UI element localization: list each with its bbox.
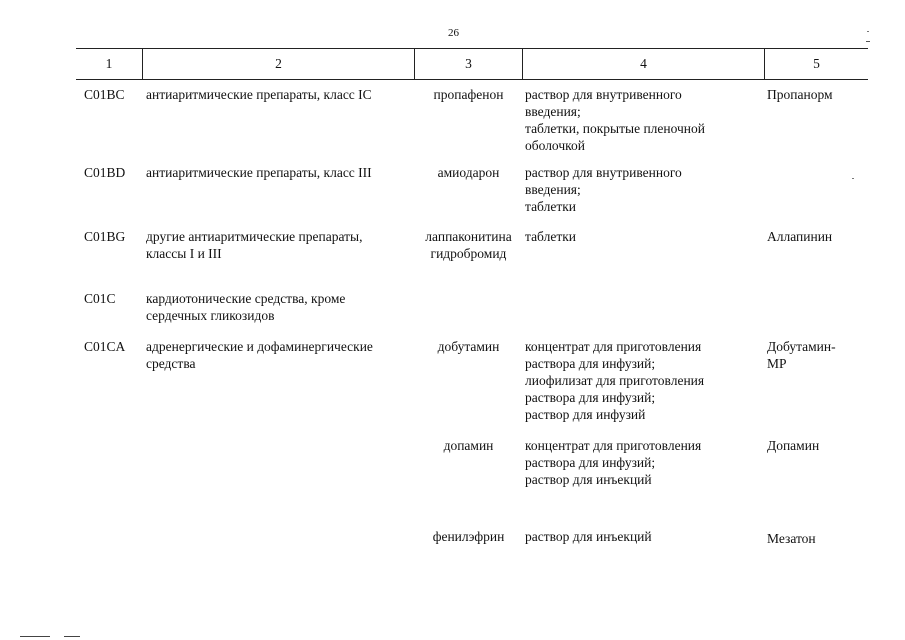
cell-line: гидробромид	[430, 246, 507, 261]
cell-inn	[415, 528, 522, 545]
cell-group	[146, 290, 414, 324]
cell-trade	[767, 437, 867, 454]
cell-group	[146, 338, 414, 372]
cell-group	[146, 86, 414, 103]
cell-inn	[415, 164, 522, 181]
cell-inn	[415, 338, 522, 355]
cell-group	[146, 228, 414, 262]
header-cell-1: 1	[105, 56, 113, 71]
cell-line: раствор для инъекций	[525, 472, 652, 487]
cell-line: классы I и III	[146, 246, 222, 261]
cell-trade	[767, 86, 867, 103]
cell-line: C01BC	[84, 87, 125, 102]
cell-line: введения;	[525, 182, 581, 197]
cell-line: амиодарон	[437, 165, 500, 180]
cell-code	[84, 86, 142, 103]
cell-line: пропафенон	[433, 87, 504, 102]
cell-line: концентрат для приготовления	[525, 438, 702, 453]
cell-line: добутамин	[437, 339, 500, 354]
cell-line: введения;	[525, 104, 581, 119]
cell-line: таблетки	[525, 199, 577, 214]
cell-line: таблетки, покрытые пленочной	[525, 121, 706, 136]
header-cell-4: 4	[640, 56, 647, 71]
bottom-scan-mark	[64, 636, 80, 637]
cell-line: раствор для инфузий	[525, 407, 646, 422]
cell-form	[525, 528, 763, 545]
cell-line: оболочкой	[525, 138, 585, 153]
cell-line: лиофилизат для приготовления	[525, 373, 705, 388]
scan-speck	[852, 178, 854, 179]
cell-code	[84, 338, 142, 355]
scan-speck	[867, 31, 869, 32]
cell-form	[525, 164, 763, 215]
cell-form	[525, 228, 763, 245]
cell-line: лаппаконитина	[425, 229, 512, 244]
cell-trade	[767, 228, 867, 245]
cell-line: раствора для инфузий;	[525, 455, 656, 470]
right-edge-tick	[866, 41, 870, 42]
cell-line: раствора для инфузий;	[525, 356, 656, 371]
cell-line: концентрат для приготовления	[525, 339, 702, 354]
cell-line: МР	[767, 356, 787, 371]
cell-line: Мезатон	[767, 531, 816, 546]
cell-line: фенилэфрин	[432, 529, 505, 544]
header-cell-3: 3	[465, 56, 472, 71]
cell-inn	[415, 228, 522, 262]
cell-line: раствора для инфузий;	[525, 390, 656, 405]
cell-code	[84, 290, 142, 307]
cell-code	[84, 228, 142, 245]
cell-line: Добутамин-	[767, 339, 836, 354]
cell-inn	[415, 86, 522, 103]
cell-trade	[767, 530, 867, 547]
cell-line: сердечных гликозидов	[146, 308, 275, 323]
cell-line: раствор для инъекций	[525, 529, 652, 544]
cell-line: Пропанорм	[767, 87, 833, 102]
page-number: 26	[448, 27, 459, 39]
cell-line: адренергические и дофаминергические	[146, 339, 373, 354]
header-bottom-rule	[76, 79, 868, 80]
header-cell-2: 2	[275, 56, 282, 71]
cell-line: другие антиаритмические препараты,	[146, 229, 363, 244]
cell-line: C01CA	[84, 339, 126, 354]
cell-line: Аллапинин	[767, 229, 833, 244]
bottom-scan-mark	[20, 636, 50, 637]
cell-line: раствор для внутривенного	[525, 87, 682, 102]
cell-line: антиаритмические препараты, класс III	[146, 165, 372, 180]
cell-line: допамин	[443, 438, 494, 453]
header-top-rule	[76, 48, 868, 49]
cell-line: средства	[146, 356, 196, 371]
cell-line: антиаритмические препараты, класс IC	[146, 87, 372, 102]
cell-form	[525, 437, 763, 488]
cell-inn	[415, 437, 522, 454]
cell-form	[525, 86, 763, 154]
cell-line: таблетки	[525, 229, 577, 244]
cell-line: Допамин	[767, 438, 820, 453]
cell-group	[146, 164, 414, 181]
cell-trade	[767, 338, 867, 372]
cell-form	[525, 338, 763, 423]
cell-code	[84, 164, 142, 181]
cell-line: C01BD	[84, 165, 126, 180]
cell-line: C01C	[84, 291, 116, 306]
cell-line: C01BG	[84, 229, 126, 244]
header-cell-5: 5	[813, 56, 820, 71]
cell-line: раствор для внутривенного	[525, 165, 682, 180]
cell-line: кардиотонические средства, кроме	[146, 291, 346, 306]
